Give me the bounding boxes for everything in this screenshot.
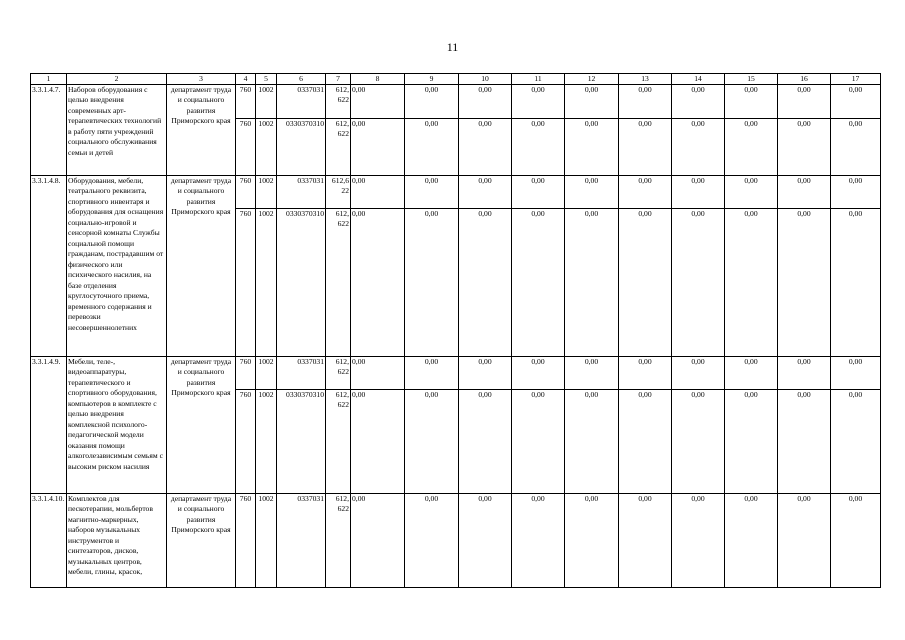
amount-cell: 0,00 (672, 390, 725, 494)
section-code: 1002 (256, 119, 277, 176)
item-name: Мебели, теле-, видеоаппаратуры, терапевтического и спортивного оборудования, компьютеров в комплекте с целью внедрения комплексной психолого-педагогической модели оказания помощи алкоголезависимым семьям с высоким риском насилия (67, 357, 167, 494)
amount-cell: 0,00 (565, 357, 619, 390)
header-cell: 6 (277, 74, 326, 85)
amount-cell: 0,00 (405, 390, 459, 494)
item-code: 3.3.1.4.8. (31, 176, 67, 357)
header-cell: 12 (565, 74, 619, 85)
section-code: 1002 (256, 357, 277, 390)
header-cell: 9 (405, 74, 459, 85)
section-code: 1002 (256, 176, 277, 209)
amount-cell: 0,00 (512, 390, 565, 494)
chapter-code: 760 (236, 494, 256, 588)
amount-cell: 0,00 (351, 119, 405, 176)
amount-cell: 0,00 (778, 494, 831, 588)
amount-cell: 0,00 (778, 176, 831, 209)
amount-cell: 0,00 (459, 85, 512, 119)
section-code: 1002 (256, 209, 277, 357)
amount-cell: 0,00 (512, 176, 565, 209)
target-article-code: 0337031 (277, 85, 326, 119)
section-code: 1002 (256, 390, 277, 494)
table-row (31, 494, 881, 588)
amount-cell: 0,00 (725, 119, 778, 176)
target-article-code: 0330370310 (277, 119, 326, 176)
target-article-code: 0337031 (277, 357, 326, 390)
amount-cell: 0,00 (778, 119, 831, 176)
amount-cell: 0,00 (672, 209, 725, 357)
amount-cell: 0,00 (778, 85, 831, 119)
header-cell: 3 (167, 74, 236, 85)
table-row (31, 176, 881, 209)
amount-cell: 0,00 (778, 357, 831, 390)
amount-cell: 0,00 (619, 85, 672, 119)
amount-cell: 0,00 (405, 119, 459, 176)
item-name: Оборудования, мебели, театрального реквизита, спортивного инвентаря и оборудования для оснащения социально-игровой и сенсорной комнаты Службы социальной помощи гражданам, пострадавшим от физического или психического насилия, на базе отделения круглосуточного приема, временного содержания и перевозки несовершеннолетних (67, 176, 167, 357)
amount-cell: 0,00 (351, 390, 405, 494)
amount-cell: 0,00 (831, 176, 881, 209)
item-code: 3.3.1.4.10. (31, 494, 67, 588)
amount-cell: 0,00 (565, 494, 619, 588)
header-cell: 14 (672, 74, 725, 85)
item-code: 3.3.1.4.9. (31, 357, 67, 494)
header-cell: 10 (459, 74, 512, 85)
amount-cell: 0,00 (672, 357, 725, 390)
header-cell: 11 (512, 74, 565, 85)
section-code: 1002 (256, 85, 277, 119)
amount-cell: 0,00 (619, 357, 672, 390)
chapter-code: 760 (236, 176, 256, 209)
amount-cell: 0,00 (725, 209, 778, 357)
expense-type-code: 612, 622 (326, 119, 351, 176)
target-article-code: 0337031 (277, 176, 326, 209)
table-row (31, 357, 881, 390)
amount-cell: 0,00 (672, 119, 725, 176)
header-cell: 16 (778, 74, 831, 85)
amount-cell: 0,00 (831, 390, 881, 494)
amount-cell: 0,00 (619, 176, 672, 209)
header-cell: 15 (725, 74, 778, 85)
expense-type-code: 612, 622 (326, 85, 351, 119)
header-cell: 5 (256, 74, 277, 85)
amount-cell: 0,00 (619, 209, 672, 357)
item-code: 3.3.1.4.7. (31, 85, 67, 176)
amount-cell: 0,00 (672, 494, 725, 588)
amount-cell: 0,00 (725, 494, 778, 588)
amount-cell: 0,00 (831, 85, 881, 119)
amount-cell: 0,00 (831, 119, 881, 176)
amount-cell: 0,00 (725, 390, 778, 494)
chapter-code: 760 (236, 209, 256, 357)
amount-cell: 0,00 (459, 119, 512, 176)
amount-cell: 0,00 (778, 209, 831, 357)
chapter-code: 760 (236, 357, 256, 390)
amount-cell: 0,00 (351, 209, 405, 357)
amount-cell: 0,00 (459, 209, 512, 357)
target-article-code: 0330370310 (277, 390, 326, 494)
amount-cell: 0,00 (512, 85, 565, 119)
header-cell: 1 (31, 74, 67, 85)
header-cell: 13 (619, 74, 672, 85)
amount-cell: 0,00 (405, 357, 459, 390)
amount-cell: 0,00 (565, 176, 619, 209)
amount-cell: 0,00 (459, 357, 512, 390)
expense-type-code: 612, 622 (326, 494, 351, 588)
amount-cell: 0,00 (725, 357, 778, 390)
amount-cell: 0,00 (512, 494, 565, 588)
amount-cell: 0,00 (512, 357, 565, 390)
amount-cell: 0,00 (831, 357, 881, 390)
budget-table (30, 73, 881, 588)
amount-cell: 0,00 (672, 176, 725, 209)
target-article-code: 0337031 (277, 494, 326, 588)
department: департамент труда и социального развития Приморского края (167, 494, 236, 588)
department: департамент труда и социального развития Приморского края (167, 85, 236, 176)
expense-type-code: 612,6 22 (326, 176, 351, 209)
amount-cell: 0,00 (725, 176, 778, 209)
chapter-code: 760 (236, 390, 256, 494)
amount-cell: 0,00 (565, 85, 619, 119)
amount-cell: 0,00 (672, 85, 725, 119)
department: департамент труда и социального развития Приморского края (167, 176, 236, 357)
amount-cell: 0,00 (565, 209, 619, 357)
page-number: 11 (446, 40, 459, 54)
item-name: Наборов оборудования с целью внедрения современных арт-терапевтических технологий в работу пяти учреждений социального обслуживания семьи и детей (67, 85, 167, 176)
header-cell: 2 (67, 74, 167, 85)
chapter-code: 760 (236, 119, 256, 176)
header-cell: 7 (326, 74, 351, 85)
header-row (31, 74, 881, 85)
amount-cell: 0,00 (725, 85, 778, 119)
amount-cell: 0,00 (831, 494, 881, 588)
table-row (31, 85, 881, 119)
amount-cell: 0,00 (405, 209, 459, 357)
expense-type-code: 612, 622 (326, 390, 351, 494)
table-body (31, 85, 881, 588)
amount-cell: 0,00 (619, 390, 672, 494)
amount-cell: 0,00 (351, 85, 405, 119)
amount-cell: 0,00 (351, 357, 405, 390)
chapter-code: 760 (236, 85, 256, 119)
amount-cell: 0,00 (405, 85, 459, 119)
amount-cell: 0,00 (512, 209, 565, 357)
amount-cell: 0,00 (351, 176, 405, 209)
target-article-code: 0330370310 (277, 209, 326, 357)
header-cell: 17 (831, 74, 881, 85)
section-code: 1002 (256, 494, 277, 588)
header-cell: 4 (236, 74, 256, 85)
department: департамент труда и социального развития Приморского края (167, 357, 236, 494)
header-cell: 8 (351, 74, 405, 85)
expense-type-code: 612, 622 (326, 357, 351, 390)
amount-cell: 0,00 (459, 494, 512, 588)
amount-cell: 0,00 (351, 494, 405, 588)
amount-cell: 0,00 (619, 119, 672, 176)
amount-cell: 0,00 (459, 390, 512, 494)
amount-cell: 0,00 (565, 119, 619, 176)
amount-cell: 0,00 (778, 390, 831, 494)
amount-cell: 0,00 (405, 176, 459, 209)
item-name: Комплектов для пескотерапии, мольбертов магнитно-маркерных, наборов музыкальных инструментов и синтезаторов, дисков, музыкальных центров, мебели, глины, красок, (67, 494, 167, 588)
amount-cell: 0,00 (405, 494, 459, 588)
amount-cell: 0,00 (512, 119, 565, 176)
amount-cell: 0,00 (619, 494, 672, 588)
amount-cell: 0,00 (831, 209, 881, 357)
expense-type-code: 612, 622 (326, 209, 351, 357)
amount-cell: 0,00 (565, 390, 619, 494)
amount-cell: 0,00 (459, 176, 512, 209)
